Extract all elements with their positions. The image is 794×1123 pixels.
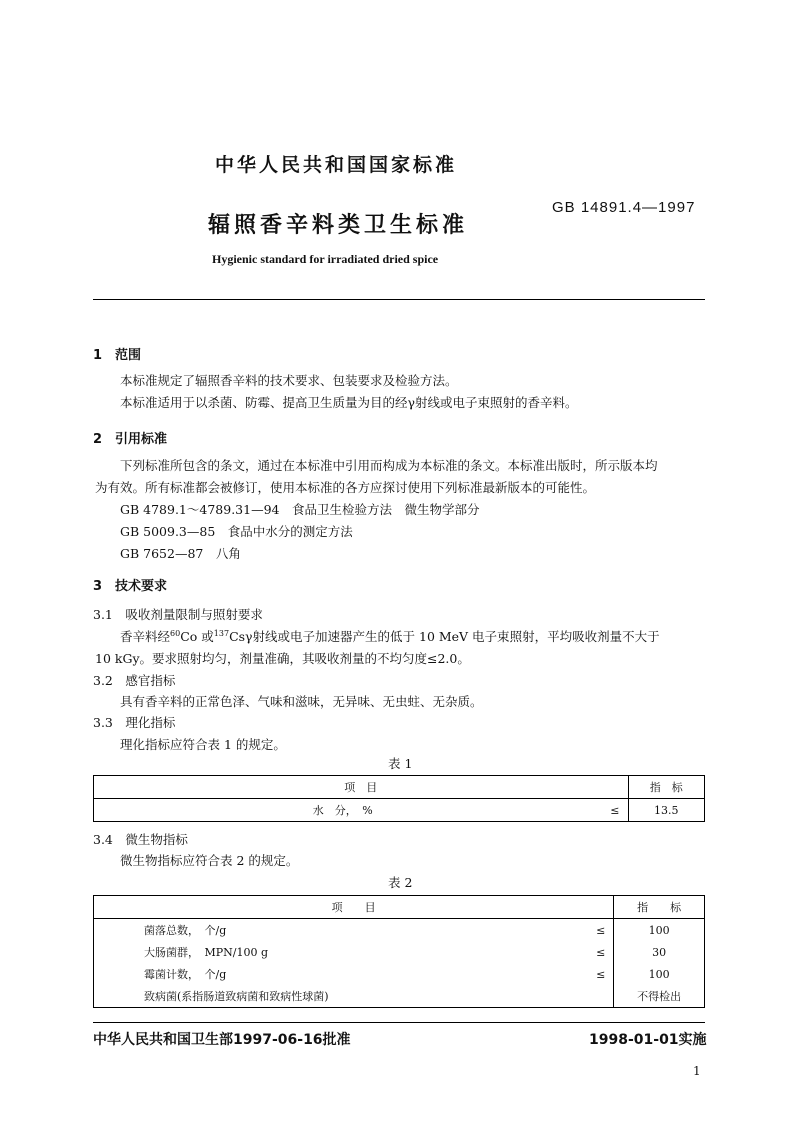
section-3-2-para: 具有香辛料的正常色泽、气味和滋味，无异味、无虫蛀、无杂质。	[120, 694, 483, 709]
section-3-4-para: 微生物指标应符合表 2 的规定。	[120, 853, 299, 868]
table-header-value: 指 标	[628, 776, 705, 799]
reference-3: GB 7652—87 八角	[120, 546, 241, 561]
section-3-1-para-line-2: 10 kGy。要求照射均匀，剂量准确，其吸收剂量的不均匀度≤2.0。	[95, 651, 470, 666]
table-2	[93, 895, 705, 1008]
reference-2: GB 5009.3—85 食品中水分的测定方法	[120, 524, 353, 539]
table-row	[94, 919, 705, 942]
table-cell-item: 霉菌计数， 个/g	[144, 968, 227, 981]
page-number: 1	[693, 1064, 701, 1078]
table-cell-value: 不得检出	[614, 985, 705, 1008]
approval-line: 中华人民共和国卫生部1997-06-16批准	[93, 1032, 351, 1048]
table-cell-item: 致病菌(系指肠道致病菌和致病性球菌)	[144, 990, 329, 1003]
section-1-para-2: 本标准适用于以杀菌、防霉、提高卫生质量为目的经γ射线或电子束照射的香辛料。	[120, 395, 578, 410]
header-rule	[93, 299, 705, 300]
table-cell-item: 水 分， %	[94, 799, 592, 822]
table-cell-op	[577, 985, 614, 1008]
table-cell-value: 30	[614, 941, 705, 963]
table-cell-value: 100	[614, 919, 705, 942]
table-row	[94, 985, 705, 1008]
table-cell-op: ≤	[596, 967, 606, 981]
section-3-1-heading: 3.1 吸收剂量限制与照射要求	[93, 607, 263, 622]
section-3-3-heading: 3.3 理化指标	[93, 715, 176, 730]
table-cell-op: ≤	[596, 923, 606, 937]
section-1-para-1: 本标准规定了辐照香辛料的技术要求、包装要求及检验方法。	[120, 373, 458, 388]
table-header-item: 项 目	[94, 776, 629, 799]
section-2-para-line-1: 下列标准所包含的条文，通过在本标准中引用而构成为本标准的条文。本标准出版时，所示版本均	[120, 458, 658, 473]
table-header-row	[94, 776, 705, 799]
section-3-1-para-line-1: 香辛料经$^{60}$Co 或$^{137}$Csγ射线或电子加速器产生的低于 10 MeV 电子束照射，平均吸收剂量不大于	[120, 628, 660, 644]
table-header-item: 项 目	[94, 896, 614, 919]
table-cell-value: 100	[614, 963, 705, 985]
country-standard-title: 中华人民共和国国家标准	[215, 154, 458, 176]
table-1	[93, 775, 705, 822]
table-cell-item: 菌落总数， 个/g	[144, 924, 227, 937]
effective-date: 1998-01-01实施	[589, 1032, 707, 1048]
table-1-caption: 表 1	[388, 756, 413, 771]
section-1-heading: 1 范围	[93, 348, 142, 363]
section-3-3-para: 理化指标应符合表 1 的规定。	[120, 737, 286, 752]
table-cell-item: 大肠菌群， MPN/100 g	[144, 946, 269, 959]
table-2-caption: 表 2	[388, 875, 413, 890]
table-cell-op: ≤	[596, 945, 606, 959]
section-2-para-line-2: 为有效。所有标准都会被修订，使用本标准的各方应探讨使用下列标准最新版本的可能性。	[95, 480, 596, 495]
document-title-cn: 辐照香辛料类卫生标准	[208, 213, 469, 238]
table-row	[94, 941, 705, 963]
section-3-2-heading: 3.2 感官指标	[93, 673, 176, 688]
section-2-heading: 2 引用标准	[93, 432, 168, 447]
table-header-value: 指 标	[614, 896, 705, 919]
footer-rule	[93, 1022, 705, 1023]
table-cell-op: ≤	[592, 799, 629, 822]
section-3-heading: 3 技术要求	[93, 579, 168, 594]
table-row	[94, 963, 705, 985]
table-row	[94, 799, 705, 822]
table-cell-value: 13.5	[628, 799, 705, 822]
document-title-en: Hygienic standard for irradiated dried spice	[212, 252, 439, 266]
table-header-row	[94, 896, 705, 919]
reference-1: GB 4789.1～4789.31—94 食品卫生检验方法 微生物学部分	[120, 502, 480, 517]
section-3-4-heading: 3.4 微生物指标	[93, 832, 188, 847]
standard-number: GB 14891.4—1997	[552, 199, 696, 216]
